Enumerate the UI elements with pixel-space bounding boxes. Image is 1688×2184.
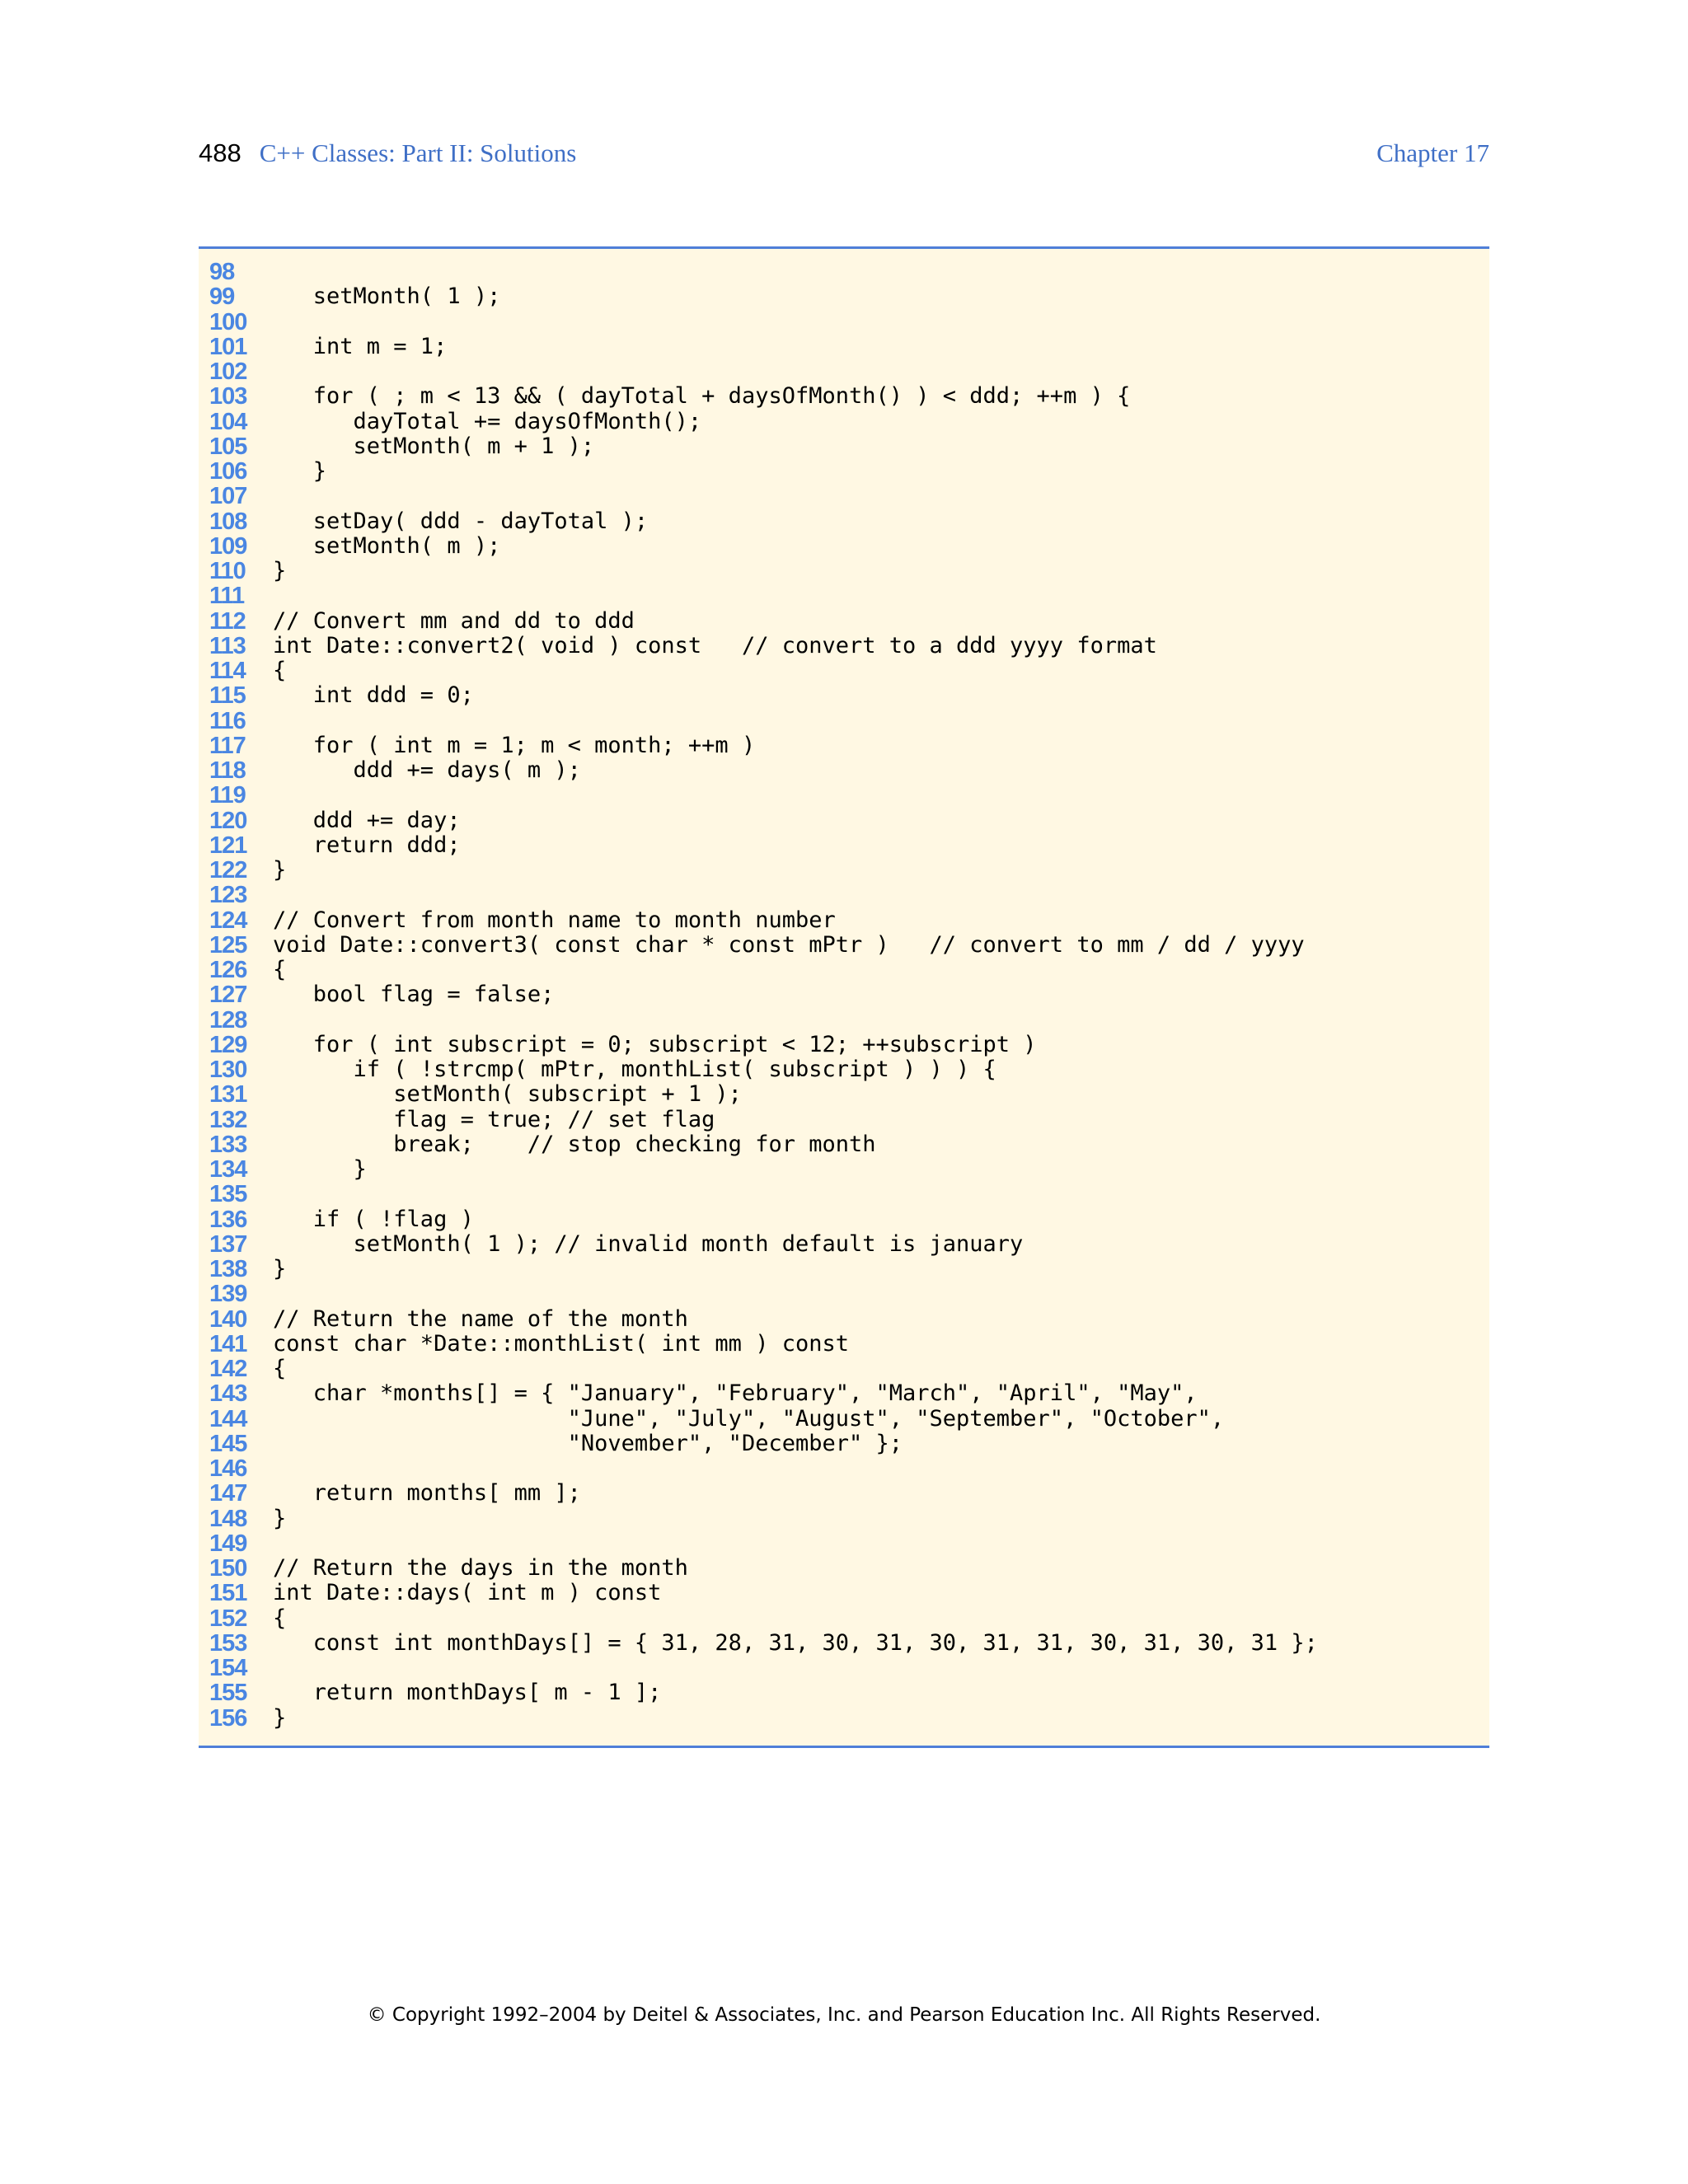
code-line (199, 758, 1489, 783)
code-line (199, 1057, 1489, 1082)
line-number: 134 (209, 1156, 247, 1183)
line-code: setMonth( m + 1 ); (273, 433, 595, 459)
line-code: { (273, 658, 287, 683)
line-code (259, 1008, 273, 1033)
line-code: // Convert from month name to month number (273, 907, 836, 933)
line-code: int ddd = 0; (273, 682, 474, 709)
line-number: 115 (209, 682, 246, 710)
code-line (199, 783, 1489, 808)
line-number: 150 (209, 1555, 247, 1582)
line-code: for ( int subscript = 0; subscript < 12; ++subscript ) (273, 1031, 1037, 1057)
code-line (199, 933, 1489, 958)
page-number: 488 (199, 138, 241, 167)
code-line (199, 1407, 1489, 1432)
code-line (199, 683, 1489, 708)
line-number: 121 (209, 832, 247, 859)
line-number: 103 (209, 383, 247, 410)
line-number: 123 (209, 882, 247, 909)
line-code: flag = true; // set flag (273, 1106, 715, 1132)
line-code: { (273, 1356, 287, 1381)
line-code: char *months[] = { "January", "February", "March", "April", "May", (273, 1380, 1198, 1407)
line-number: 131 (209, 1081, 247, 1108)
code-line (199, 658, 1489, 683)
code-line (199, 1332, 1489, 1357)
line-number: 101 (209, 333, 247, 360)
line-code: ddd += days( m ); (273, 757, 581, 783)
line-number: 155 (209, 1680, 247, 1707)
line-number: 140 (209, 1305, 247, 1333)
line-code (259, 1456, 273, 1481)
code-line (199, 410, 1489, 434)
line-number: 112 (209, 607, 246, 635)
line-code: void Date::convert3( const char * const mPtr ) // convert to mm / dd / yyyy (273, 931, 1305, 958)
line-number: 111 (209, 583, 245, 610)
code-line (199, 310, 1489, 335)
code-line (199, 1157, 1489, 1182)
line-number: 116 (209, 707, 246, 734)
line-number: 107 (209, 483, 247, 510)
line-number: 145 (209, 1430, 247, 1457)
line-number: 106 (209, 458, 247, 485)
code-line (199, 1132, 1489, 1157)
line-code (259, 883, 273, 907)
line-code: "November", "December" }; (273, 1430, 903, 1456)
line-number: 133 (209, 1131, 247, 1158)
line-code (259, 1282, 273, 1306)
code-line (199, 1207, 1489, 1232)
line-code: setMonth( 1 ); // invalid month default is january (273, 1230, 1024, 1257)
line-code: bool flag = false; (273, 982, 555, 1008)
line-number: 126 (209, 957, 247, 983)
line-code: const int monthDays[] = { 31, 28, 31, 30, 31, 30, 31, 31, 30, 31, 30, 31 }; (273, 1629, 1318, 1656)
line-number: 153 (209, 1629, 247, 1657)
code-line (199, 1033, 1489, 1057)
code-listing (199, 246, 1489, 1748)
code-line (199, 1631, 1489, 1656)
line-number: 142 (209, 1356, 247, 1382)
line-number: 105 (209, 433, 247, 460)
line-code (259, 1182, 273, 1207)
line-number: 137 (209, 1230, 247, 1258)
code-line (199, 335, 1489, 359)
code-line (199, 1456, 1489, 1481)
line-code: } (273, 1256, 287, 1282)
line-number: 122 (209, 857, 247, 883)
code-line (199, 1507, 1489, 1531)
code-line (199, 434, 1489, 459)
line-code (259, 709, 273, 733)
line-code: setMonth( m ); (273, 532, 501, 559)
code-line (199, 733, 1489, 758)
line-number: 144 (209, 1405, 247, 1432)
line-code (259, 260, 273, 284)
code-line (199, 709, 1489, 733)
code-line (199, 1008, 1489, 1033)
code-line (199, 908, 1489, 933)
line-code: // Convert mm and dd to ddd (273, 607, 635, 634)
code-line (199, 1680, 1489, 1705)
line-code: setMonth( 1 ); (273, 284, 501, 310)
code-line (199, 1581, 1489, 1605)
code-line (199, 1606, 1489, 1631)
running-title: C++ Classes: Part II: Solutions (259, 138, 577, 167)
line-number: 118 (209, 757, 246, 784)
line-code: if ( !strcmp( mPtr, monthList( subscript ) ) ) { (273, 1057, 996, 1082)
line-number: 100 (209, 308, 247, 335)
line-number: 148 (209, 1505, 247, 1532)
line-number: 143 (209, 1380, 247, 1408)
code-lines (199, 260, 1489, 1731)
code-line (199, 1556, 1489, 1581)
line-number: 110 (209, 558, 246, 584)
line-code: for ( int m = 1; m < month; ++m ) (273, 732, 756, 758)
code-line (199, 359, 1489, 384)
code-line (199, 1307, 1489, 1332)
line-number: 114 (209, 658, 246, 684)
code-line (199, 1282, 1489, 1306)
code-line (199, 384, 1489, 409)
chapter-label: Chapter 17 (1376, 138, 1489, 167)
line-number: 135 (209, 1181, 247, 1208)
line-code: } (273, 1704, 287, 1731)
code-line (199, 883, 1489, 907)
line-number: 149 (209, 1530, 247, 1557)
line-code (259, 1531, 273, 1556)
line-code: return months[ mm ]; (273, 1480, 581, 1507)
code-line (199, 982, 1489, 1007)
code-line (199, 609, 1489, 634)
line-code: for ( ; m < 13 && ( dayTotal + daysOfMonth() ) < ddd; ++m ) { (273, 383, 1131, 410)
line-number: 108 (209, 508, 247, 535)
line-code: return ddd; (273, 832, 461, 858)
line-number: 151 (209, 1580, 247, 1607)
code-line (199, 1706, 1489, 1731)
line-number: 132 (209, 1106, 247, 1133)
line-number: 124 (209, 907, 247, 934)
line-code (259, 310, 273, 335)
line-code (259, 783, 273, 808)
line-number: 113 (209, 632, 246, 659)
line-code (259, 583, 273, 608)
code-line (199, 284, 1489, 309)
code-line (199, 634, 1489, 658)
line-code: int Date::convert2( void ) const // convert to a ddd yyyy format (273, 632, 1157, 658)
line-number: 130 (209, 1057, 247, 1083)
line-number: 128 (209, 1006, 247, 1033)
line-code: break; // stop checking for month (273, 1131, 876, 1157)
line-number: 119 (209, 782, 246, 809)
line-code: int Date::days( int m ) const (273, 1580, 662, 1606)
code-line (199, 1082, 1489, 1107)
line-code: "June", "July", "August", "September", "October", (273, 1405, 1225, 1432)
line-number: 104 (209, 408, 247, 435)
code-line (199, 1481, 1489, 1506)
line-code: } (273, 1505, 287, 1531)
line-number: 109 (209, 532, 247, 560)
line-number: 125 (209, 931, 247, 958)
line-code (259, 1656, 273, 1680)
code-line (199, 459, 1489, 484)
line-code: dayTotal += daysOfMonth(); (273, 408, 702, 434)
line-number: 120 (209, 807, 247, 834)
line-code: return monthDays[ m - 1 ]; (273, 1680, 662, 1706)
line-number: 99 (209, 284, 235, 311)
line-code: int m = 1; (273, 333, 448, 359)
line-number: 138 (209, 1256, 247, 1282)
code-line (199, 509, 1489, 534)
code-line (199, 583, 1489, 608)
line-code: { (273, 957, 287, 982)
code-line (199, 1531, 1489, 1556)
line-code (259, 484, 273, 509)
line-code: setMonth( subscript + 1 ); (273, 1081, 742, 1108)
line-number: 139 (209, 1281, 247, 1308)
line-code: // Return the days in the month (273, 1555, 688, 1581)
line-code: if ( !flag ) (273, 1206, 474, 1232)
line-code (259, 359, 273, 384)
line-number: 117 (209, 732, 246, 759)
line-number: 141 (209, 1330, 247, 1357)
line-number: 98 (209, 259, 235, 285)
code-line (199, 1656, 1489, 1680)
code-line (199, 559, 1489, 583)
code-line (199, 1108, 1489, 1132)
code-line (199, 260, 1489, 284)
line-number: 129 (209, 1031, 247, 1058)
code-line (199, 1257, 1489, 1282)
code-line (199, 858, 1489, 883)
line-code: // Return the name of the month (273, 1305, 688, 1332)
code-line (199, 534, 1489, 559)
line-code: const char *Date::monthList( int mm ) const (273, 1330, 849, 1357)
code-line (199, 808, 1489, 833)
line-number: 146 (209, 1455, 247, 1482)
line-code: ddd += day; (273, 807, 461, 833)
line-number: 156 (209, 1704, 247, 1732)
page-header (199, 138, 1489, 180)
code-line (199, 1232, 1489, 1257)
line-number: 136 (209, 1206, 247, 1233)
code-line (199, 1357, 1489, 1381)
code-line (199, 833, 1489, 858)
code-line (199, 1432, 1489, 1456)
line-code: setDay( ddd - dayTotal ); (273, 508, 649, 534)
line-code: { (273, 1605, 287, 1631)
line-number: 152 (209, 1605, 247, 1632)
line-code: } (273, 1156, 367, 1182)
code-line (199, 1381, 1489, 1406)
line-number: 154 (209, 1655, 247, 1681)
code-line (199, 958, 1489, 982)
code-line (199, 484, 1489, 509)
line-code: } (273, 458, 327, 484)
code-line (199, 1182, 1489, 1207)
line-number: 127 (209, 982, 247, 1009)
line-number: 102 (209, 359, 247, 385)
copyright-footer: © Copyright 1992–2004 by Deitel & Associates, Inc. and Pearson Education Inc. All Rights Reserved. (367, 2004, 1321, 2026)
line-code: } (273, 857, 287, 883)
line-number: 147 (209, 1480, 247, 1507)
line-code: } (273, 558, 287, 583)
